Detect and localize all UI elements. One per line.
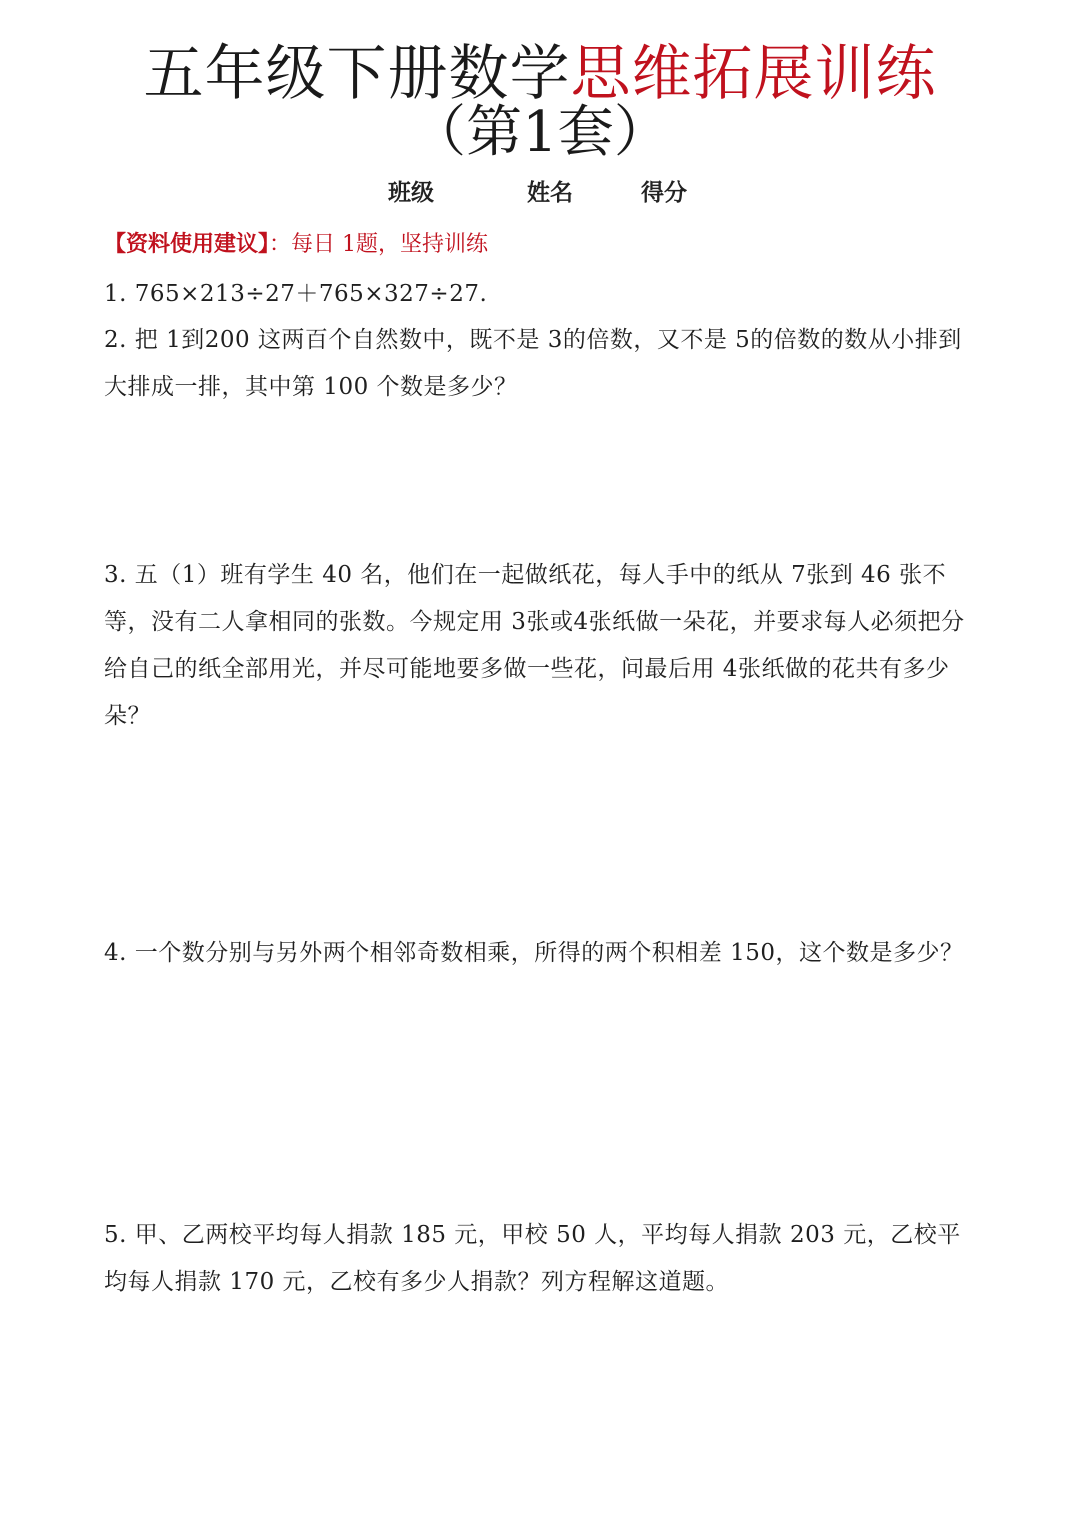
score-label: 得分 (641, 180, 687, 206)
question-2: 2. 把 1到200 这两百个自然数中，既不是 3的倍数，又不是 5的倍数的数从小排到大排成一排，其中第 100 个数是多少？ (104, 327, 962, 400)
question-4: 4. 一个数分别与另外两个相邻奇数相乘，所得的两个积相差 150，这个数是多少？ (104, 940, 964, 966)
question-3: 3. 五（1）班有学生 40 名，他们在一起做纸花，每人手中的纸从 7张到 46 张不等，没有二人拿相同的张数。今规定用 3张或4张纸做一朵花，并要求每人必须把分给自己的纸全部用光，并尽可能地要多做一些花，问最后用 4张纸做的花共有多少朵？ (104, 562, 965, 729)
question-5: 5. 甲、乙两校平均每人捐款 185 元，甲校 50 人，平均每人捐款 203 元，乙校平均每人捐款 170 元，乙校有多少人捐款？列方程解这道题。 (104, 1222, 961, 1295)
name-label: 姓名 (527, 180, 573, 206)
usage-tip-label: 【资料使用建议】 (104, 231, 270, 257)
question-1: 1. 765×213÷27＋765×327÷27. (104, 281, 488, 307)
class-label: 班级 (388, 180, 434, 206)
student-info-row (0, 170, 1080, 206)
usage-tip-text: ：每日 1题，坚持训练 (269, 232, 489, 257)
usage-tip (104, 226, 488, 263)
title-red-part: 思维拓展训练 (570, 39, 937, 109)
title-black-part: 五年级下册数学 (143, 39, 571, 109)
page-subtitle: （第1套） (410, 100, 670, 165)
